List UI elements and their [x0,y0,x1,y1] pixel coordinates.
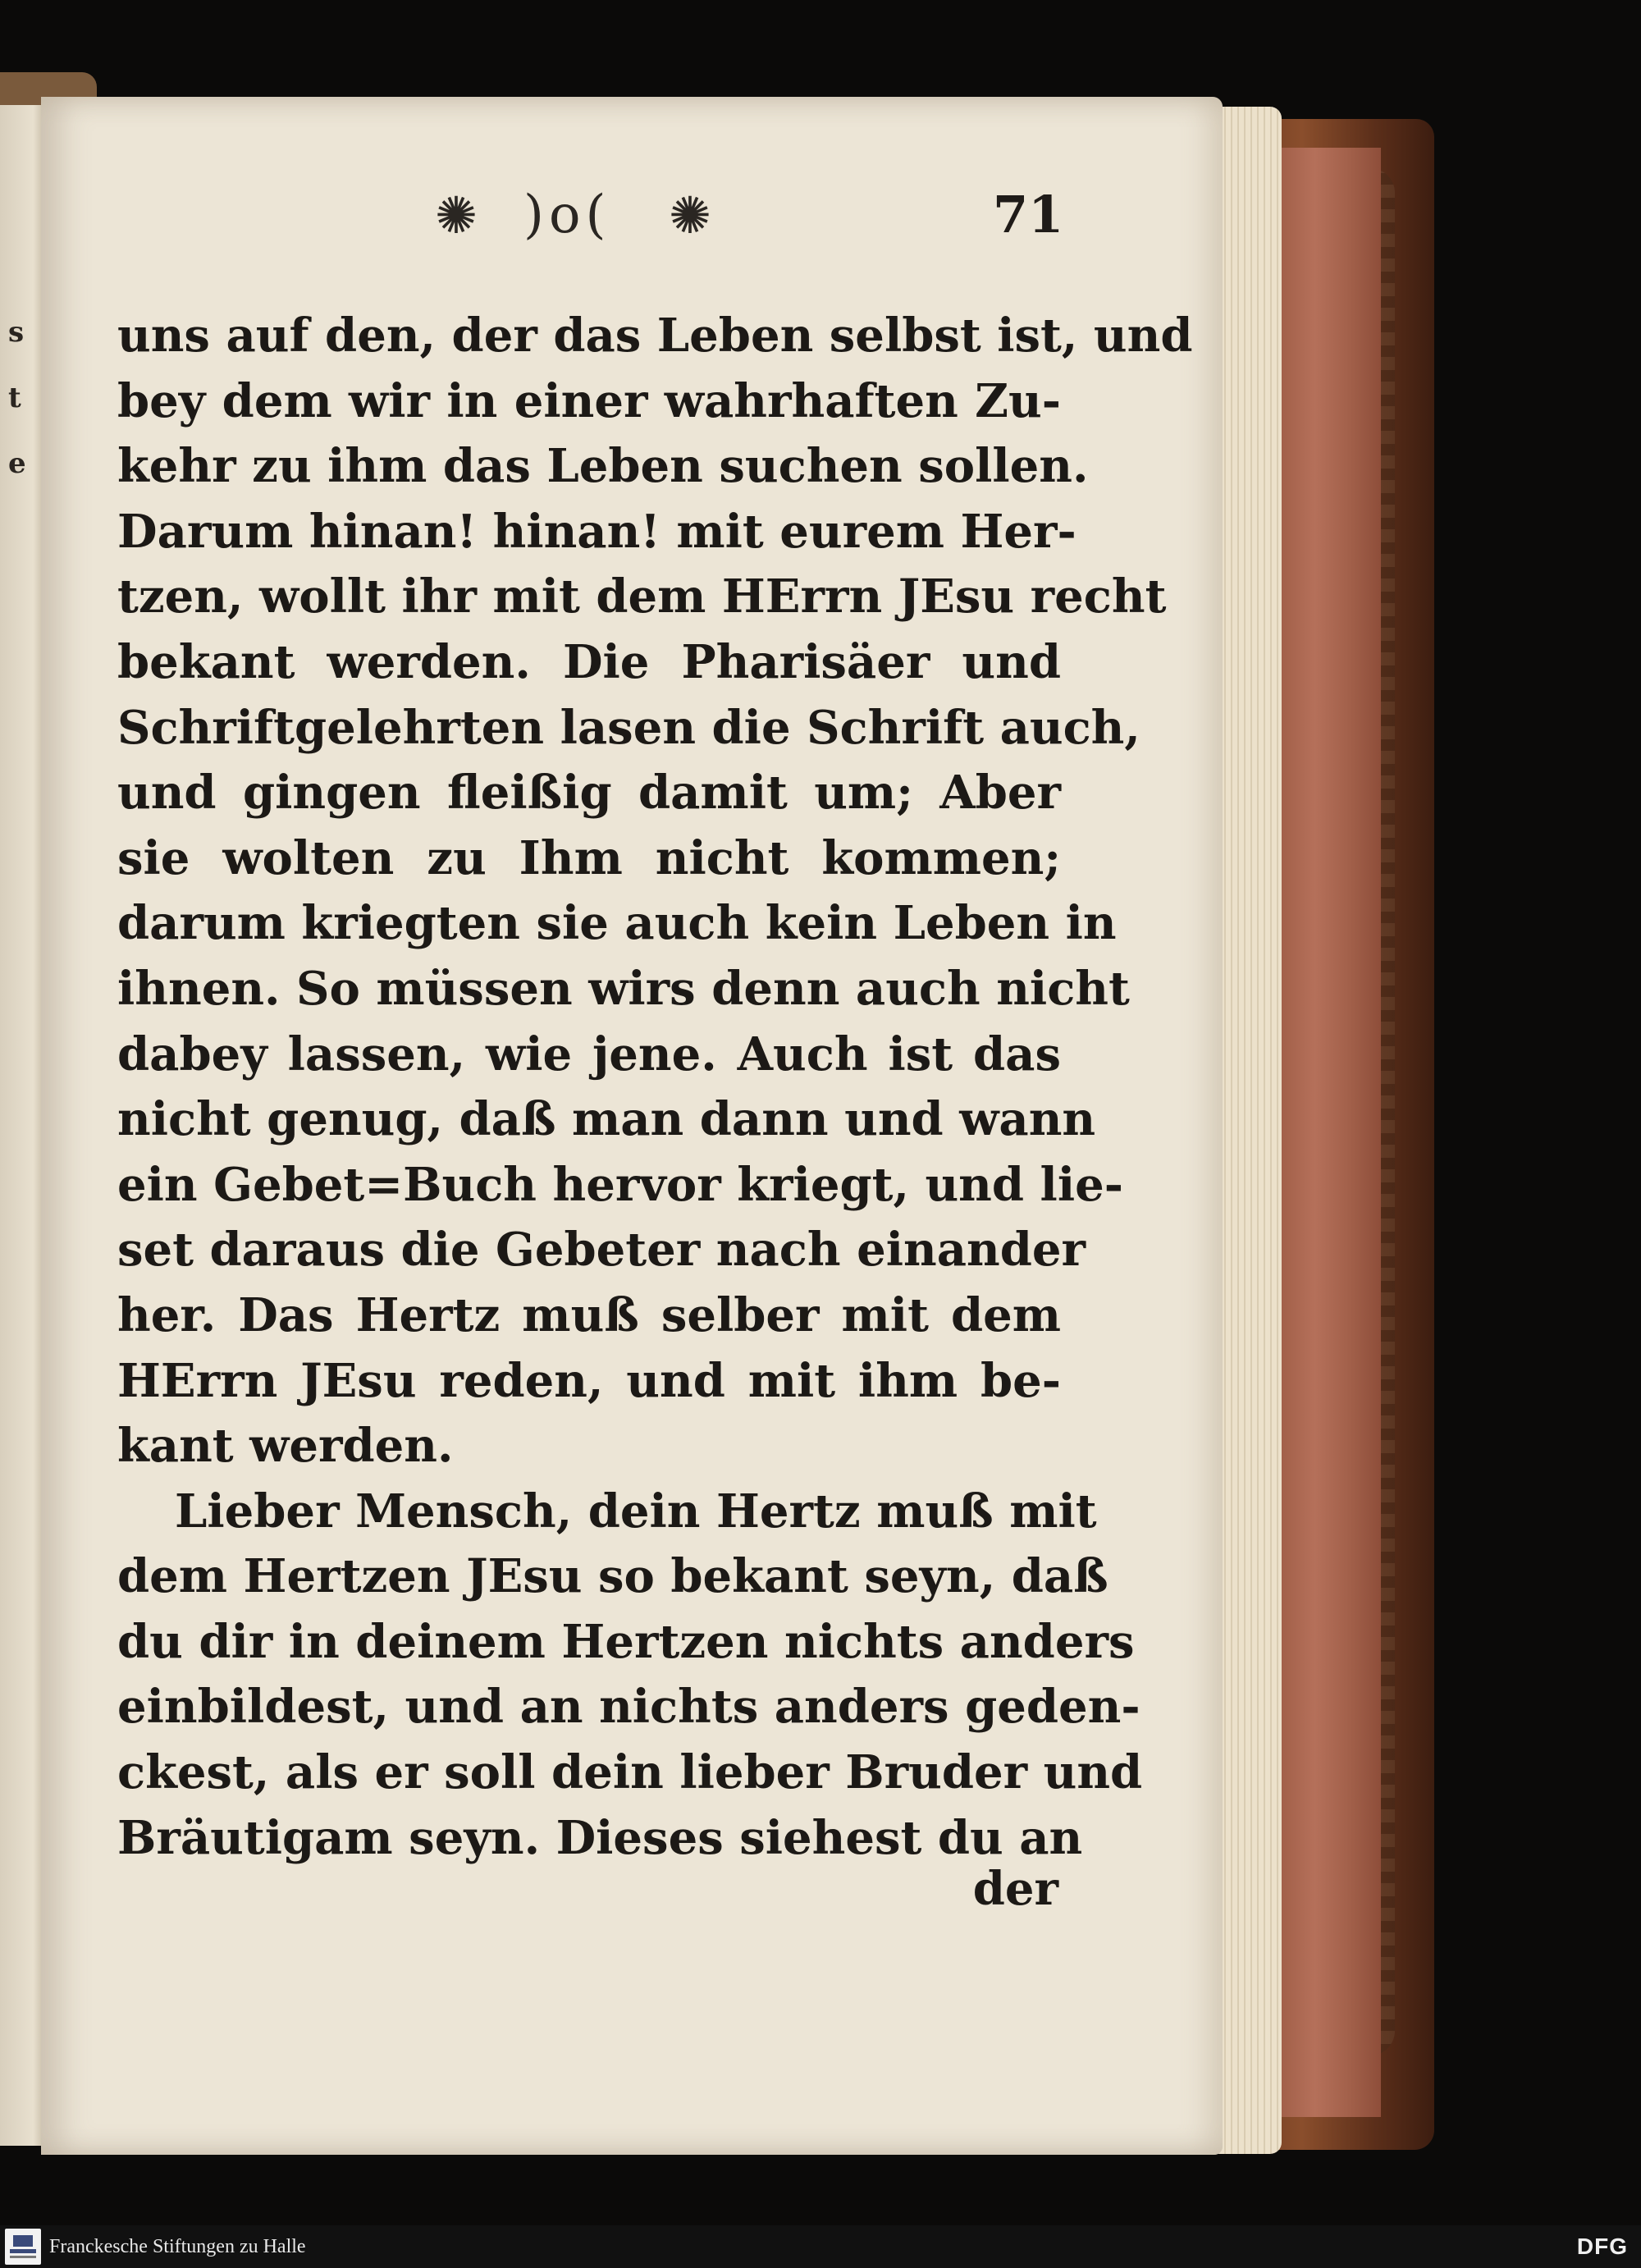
text-line: einbildest, und an nichts anders geden- [117,1680,1140,1735]
page-edges-red [1268,148,1381,2117]
dfg-logo-label: DFG [1576,2234,1628,2259]
text-line: dem Hertzen JEsu so bekant seyn, daß [117,1549,1108,1604]
text-line: set daraus die Gebeter nach einander [117,1223,1086,1278]
text-line: ckest, als er soll dein lieber Bruder und [117,1745,1143,1800]
header-divider: )o( [523,185,611,245]
page-number: 71 [993,185,1064,245]
text-line: bey dem wir in einer wahrhaften Zu- [117,373,1061,428]
text-line: Schriftgelehrten lasen die Schrift auch, [117,700,1140,755]
text-line: ein Gebet=Buch hervor kriegt, und lie- [117,1157,1123,1212]
text-line: du dir in deinem Hertzen nichts anders [117,1614,1135,1669]
text-line: nicht genug, daß man dann und wann [117,1092,1096,1147]
text-line: Lieber Mensch, dein Hertz muß mit [175,1484,1097,1539]
flower-ornament-icon: ✺ [669,185,711,245]
catchword: der [972,1862,1058,1916]
text-line: uns auf den, der das Leben selbst ist, und [117,309,1193,363]
text-line: Bräutigam seyn. Dieses siehest du an [117,1810,1083,1865]
body-text [117,304,1193,1871]
text-line: darum kriegten sie auch kein Leben in [117,896,1117,951]
text-line: kant werden. [117,1419,454,1474]
text-line: bekant werden. Die Pharisäer und [117,634,1061,689]
left-page-glyph: t [8,382,21,414]
text-line: tzen, wollt ihr mit dem HErrn JEsu recht [117,569,1167,624]
text-line: Darum hinan! hinan! mit eurem Her- [117,504,1076,559]
text-line: dabey lassen, wie jene. Auch ist das [117,1027,1061,1081]
franckesche-stiftungen-logo-icon[interactable] [5,2229,41,2265]
page-header [435,182,1075,248]
text-line: her. Das Hertz muß selber mit dem [117,1287,1061,1342]
institution-label: Franckesche Stiftungen zu Halle [49,2236,306,2257]
text-line: kehr zu ihm das Leben suchen sollen. [117,439,1089,494]
text-line: und gingen fleißig damit um; Aber [117,766,1061,821]
flower-ornament-icon: ✺ [435,185,478,245]
left-page-glyph: s [8,316,25,349]
text-line: HErrn JEsu reden, und mit ihm be- [117,1353,1061,1408]
text-line: ihnen. So müssen wirs denn auch nicht [117,961,1130,1016]
footer-bar [0,2225,1641,2268]
text-line: sie wolten zu Ihm nicht kommen; [117,830,1061,885]
left-page-glyph: e [8,447,26,480]
